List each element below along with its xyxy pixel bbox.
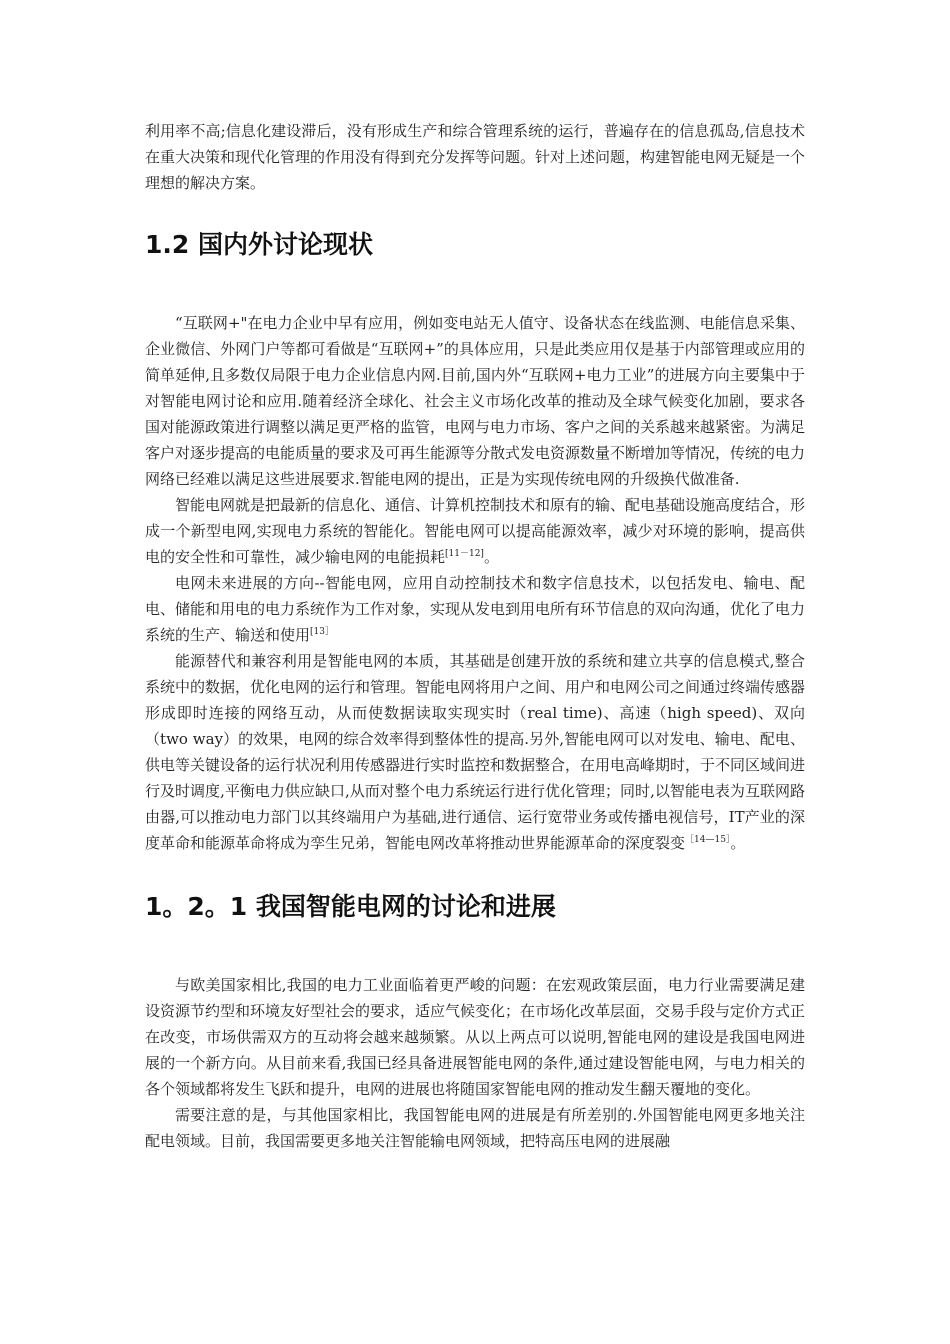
citation-ref: [11－12] bbox=[445, 549, 484, 559]
section-heading-1-2: 1.2 国内外讨论现状 bbox=[145, 230, 373, 259]
section-heading-1-2-1: 1。2。1 我国智能电网的讨论和进展 bbox=[145, 892, 556, 921]
paragraph-energy-substitution bbox=[145, 648, 805, 856]
paragraph-text: 智能电网就是把最新的信息化、通信、计算机控制技术和原有的输、配电基础设施高度结合，形成一个新型电网,实现电力系统的智能化。智能电网可以提高能源效率，减少对环境的影响，提高供电的安全性和可靠性，减少输电网的电能损耗 bbox=[145, 496, 806, 566]
citation-ref: [13］ bbox=[310, 627, 334, 637]
document-body bbox=[145, 118, 805, 1154]
citation-ref: ［14—15］ bbox=[685, 835, 731, 845]
paragraph-note: 需要注意的是，与其他国家相比，我国智能电网的进展是有所差别的.外国智能电网更多地关注配电领域。目前，我国需要更多地关注智能输电网领域，把特高压电网的进展融 bbox=[145, 1106, 805, 1150]
paragraph-internet-plus: “互联网+"在电力企业中早有应用，例如变电站无人值守、设备状态在线监测、电能信息采集、企业微信、外网门户等都可看做是“互联网+”的具体应用，只是此类应用仅是基于内部管理或应用的简单延伸,且多数仅局限于电力企业信息内网.目前,国内外“互联网+电力工业”的进展方向主要集中于对智能电网讨论和应用.随着经济全球化、社会主义市场化改革的推动及全球气候变化加剧，要求各国对能源政策进行调整以满足更严格的监管，电网与电力市场、客户之间的关系越来越紧密。为满足客户对逐步提高的电能质量的要求及可再生能源等分散式发电资源数量不断增加等情况，传统的电力网络已经难以满足这些进展要求.智能电网的提出，正是为实现传统电网的升级换代做准备. bbox=[145, 314, 806, 488]
paragraph-text: 电网未来进展的方向--智能电网，应用自动控制技术和数字信息技术，以包括发电、输电、配电、储能和用电的电力系统作为工作对象，实现从发电到用电所有环节信息的双向沟通，优化了电力系统的生产、输送和使用 bbox=[145, 574, 806, 644]
paragraph-smart-grid-definition bbox=[145, 492, 805, 570]
paragraph-china-comparison: 与欧美国家相比,我国的电力工业面临着更严峻的问题：在宏观政策层面，电力行业需要满足建设资源节约型和环境友好型社会的要求，适应气候变化；在市场化改革层面，交易手段与定价方式正在改变，市场供需双方的互动将会越来越频繁。从以上两点可以说明,智能电网的建设是我国电网进展的一个新方向。从目前来看,我国已经具备进展智能电网的条件,通过建设智能电网，与电力相关的各个领域都将发生飞跃和提升，电网的进展也将随国家智能电网的推动发生翻天覆地的变化。 bbox=[145, 976, 806, 1098]
paragraph-future-direction bbox=[145, 570, 805, 648]
paragraph-end: 。 bbox=[730, 834, 746, 852]
intro-paragraph: 利用率不高;信息化建设滞后，没有形成生产和综合管理系统的运行，普遍存在的信息孤岛,信息技术在重大决策和现代化管理的作用没有得到充分发挥等问题。针对上述问题，构建智能电网无疑是一个理想的解决方案。 bbox=[145, 122, 806, 192]
paragraph-text: 能源替代和兼容利用是智能电网的本质，其基础是创建开放的系统和建立共享的信息模式,整合系统中的数据，优化电网的运行和管理。智能电网将用户之间、用户和电网公司之间通过终端传感器形成即时连接的网络互动，从而使数据读取实现实时（real time)、高速（high speed)、双向（two way）的效果，电网的综合效率得到整体性的提高.另外,智能电网可以对发电、输电、配电、供电等关键设备的运行状况利用传感器进行实时监控和数据整合，在用电高峰期时，于不同区域间进行及时调度,平衡电力供应缺口,从而对整个电力系统运行进行优化管理；同时,以智能电表为互联网路由器,可以推动电力部门以其终端用户为基础,进行通信、运行宽带业务或传播电视信号，IT产业的深度革命和能源革命将成为孪生兄弟，智能电网改革将推动世界能源革命的深度裂变 bbox=[145, 652, 806, 852]
paragraph-end: 。 bbox=[483, 548, 499, 566]
